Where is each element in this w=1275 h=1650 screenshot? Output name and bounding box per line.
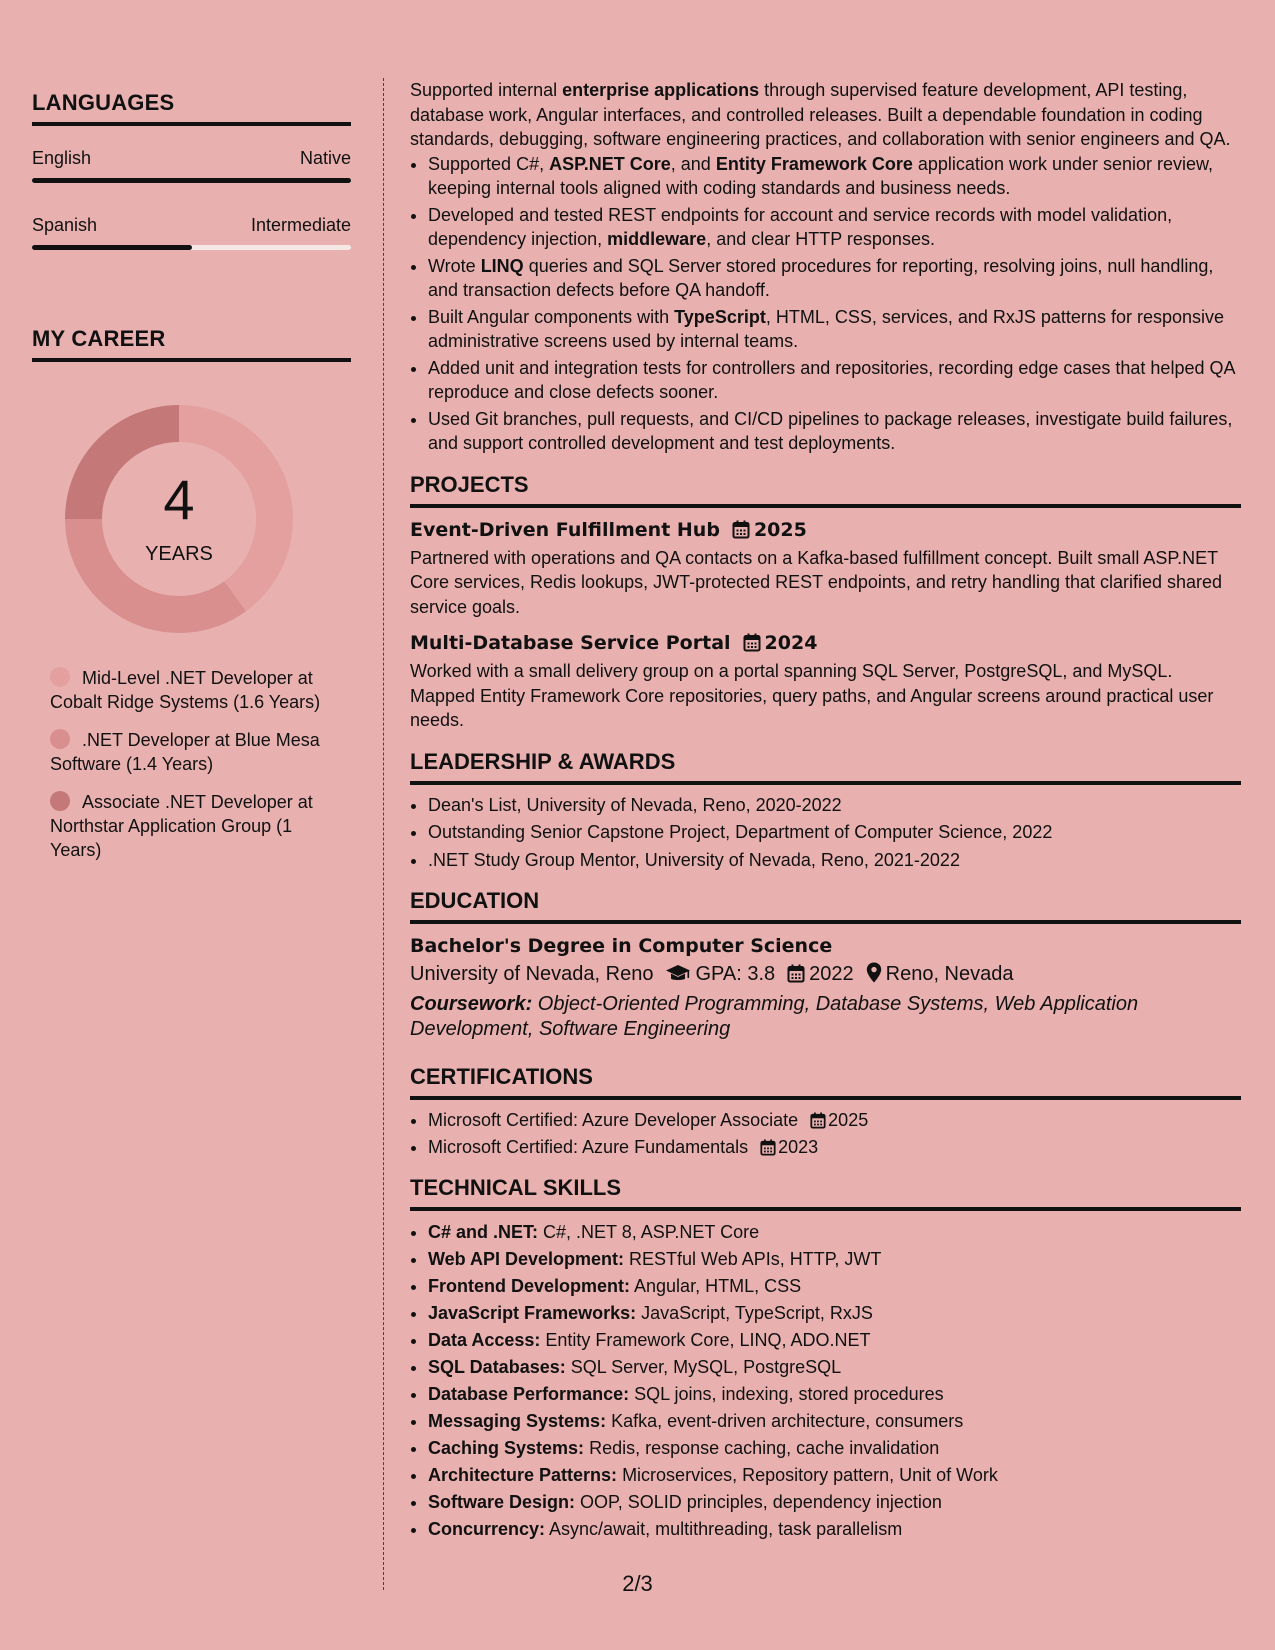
skill-value: Kafka, event-driven architecture, consumers [606, 1411, 964, 1431]
skill-value: C#, .NET 8, ASP.NET Core [538, 1222, 760, 1242]
skill-item [428, 1462, 1241, 1489]
education-heading: EDUCATION [410, 888, 540, 913]
skill-item [428, 1435, 1241, 1462]
skill-label: SQL Databases: [428, 1357, 566, 1377]
education-section [410, 888, 1241, 1042]
skills-list [410, 1219, 1241, 1543]
skill-item [428, 1354, 1241, 1381]
skill-value: Angular, HTML, CSS [630, 1276, 802, 1296]
languages-rule [32, 122, 351, 126]
career-legend-item [50, 790, 340, 862]
career-years-label: YEARS [145, 543, 213, 565]
legend-dot [50, 791, 70, 811]
skill-label: JavaScript Frameworks: [428, 1303, 637, 1323]
skill-value: Entity Framework Core, LINQ, ADO.NET [540, 1330, 871, 1350]
skill-value: JavaScript, TypeScript, RxJS [636, 1303, 873, 1323]
education-year: 2022 [809, 963, 854, 985]
legend-text: Mid-Level .NET Developer at Cobalt Ridge Systems (1.6 Years) [50, 668, 321, 712]
location-pin-icon [866, 962, 882, 983]
bullet-text: Wrote [428, 255, 481, 276]
coursework-list: Object-Oriented Programming, Database Systems, Web Application Development, Software Engineering [410, 993, 1139, 1040]
skill-item [428, 1246, 1241, 1273]
skill-label: Concurrency: [428, 1519, 546, 1539]
calendar-icon [810, 1112, 826, 1129]
bullet-emphasis: TypeScript [674, 306, 766, 327]
right-column [410, 78, 1241, 1543]
skills-rule [410, 1207, 1241, 1211]
language-name: English [32, 148, 92, 168]
bullet-text: queries and SQL Server stored procedures for reporting, resolving joins, null handling, and transaction defects before QA handoff. [428, 255, 1214, 300]
column-divider [383, 78, 384, 1590]
project-name: Multi-Database Service Portal [410, 632, 731, 654]
legend-text: .NET Developer at Blue Mesa Software (1.4 Years) [50, 730, 320, 774]
career-years-value: 4 [163, 468, 195, 531]
certification-item [428, 1135, 1241, 1160]
bullet-emphasis: Entity Framework Core [715, 153, 913, 174]
skill-label: C# and .NET: [428, 1222, 539, 1242]
languages-heading: LANGUAGES [32, 90, 175, 115]
left-column [32, 90, 351, 876]
education-details [410, 960, 1241, 988]
school-name: University of Nevada, Reno [410, 963, 654, 985]
skill-item [428, 1408, 1241, 1435]
skill-item [428, 1219, 1241, 1246]
career-donut-chart [64, 404, 294, 634]
skill-value: RESTful Web APIs, HTTP, JWT [624, 1249, 882, 1269]
skill-value: Microservices, Repository pattern, Unit of Work [617, 1465, 998, 1485]
education-gpa: GPA: 3.8 [695, 963, 776, 985]
projects-rule [410, 504, 1241, 508]
language-item-english [32, 148, 351, 183]
skill-label: Frontend Development: [428, 1276, 631, 1296]
bullet-emphasis: ASP.NET Core [549, 153, 671, 174]
education-coursework [410, 992, 1241, 1042]
certification-year: 2023 [778, 1136, 819, 1157]
certifications-list [410, 1108, 1241, 1159]
bullet-text: Added unit and integration tests for controllers and repositories, recording edge cases that helped QA reproduce and close defects sooner. [428, 357, 1235, 402]
skill-label: Data Access: [428, 1330, 541, 1350]
skill-item [428, 1516, 1241, 1543]
skill-value: Async/await, multithreading, task parallelism [545, 1519, 903, 1539]
skill-item [428, 1381, 1241, 1408]
bullet-text: , HTML, CSS, services, and RxJS patterns for responsive administrative screens used by internal teams. [428, 306, 1224, 351]
skill-label: Database Performance: [428, 1384, 630, 1404]
legend-text: Associate .NET Developer at Northstar Application Group (1 Years) [50, 792, 313, 860]
skill-label: Messaging Systems: [428, 1411, 607, 1431]
projects-section [410, 472, 1241, 733]
project-description: Partnered with operations and QA contacts on a Kafka-based fulfillment concept. Built small ASP.NET Core services, Redis lookups, JWT-protected REST endpoints, and retry handling that clarified shared service goals. [410, 547, 1223, 617]
leadership-item: • Outstanding Senior Capstone Project, Department of Computer Science, 2022 [428, 820, 1241, 845]
leadership-heading: LEADERSHIP & AWARDS [410, 748, 676, 774]
experience-bullet [428, 356, 1241, 405]
career-rule [32, 358, 351, 362]
skill-value: Redis, response caching, cache invalidation [584, 1438, 940, 1458]
calendar-icon [787, 964, 805, 983]
summary-text: through supervised feature development, API testing, database work, Angular interfaces, and controlled releases. Built a dependable foundation in coding standards, debugging, software engineering practices, and collaboration with senior engineers and QA. [410, 80, 1231, 149]
bullet-text: Built Angular components with [428, 306, 675, 327]
career-heading: MY CAREER [32, 326, 166, 351]
language-item-spanish [32, 215, 351, 250]
project-title [410, 629, 1241, 657]
bullet-text: application work under senior review, keeping internal tools aligned with coding standards and business needs. [428, 153, 1214, 198]
language-name: Spanish [32, 215, 98, 235]
leadership-item: • .NET Study Group Mentor, University of Nevada, Reno, 2021-2022 [428, 848, 1241, 873]
leadership-rule [410, 781, 1241, 785]
projects-heading: PROJECTS [410, 471, 529, 497]
skill-item [428, 1489, 1241, 1516]
certification-name: Microsoft Certified: Azure Developer Associate [428, 1110, 799, 1130]
career-legend [50, 666, 340, 862]
experience-bullets [410, 152, 1241, 456]
education-location: Reno, Nevada [885, 963, 1014, 985]
project-description: Worked with a small delivery group on a portal spanning SQL Server, PostgreSQL, and MySQL. Mapped Entity Framework Core repositories, query paths, and Angular screens around practical user needs. [410, 661, 1214, 730]
donut-segment-1 [65, 519, 246, 633]
leadership-section [410, 749, 1241, 873]
project-year: 2025 [753, 518, 807, 541]
degree-title: Bachelor's Degree in Computer Science [410, 935, 833, 957]
bullet-text: Supported C#, [428, 153, 550, 174]
summary-emphasis: enterprise applications [562, 80, 760, 100]
legend-dot [50, 667, 70, 687]
leadership-item: • Dean's List, University of Nevada, Reno, 2020-2022 [428, 793, 1241, 818]
certifications-rule [410, 1096, 1241, 1100]
skill-value: SQL joins, indexing, stored procedures [629, 1384, 944, 1404]
project-title [410, 516, 1241, 544]
bullet-text: , and clear HTTP responses. [706, 229, 935, 249]
experience-bullet [428, 254, 1241, 303]
summary-text: Supported internal [410, 80, 563, 100]
page-number: 2/3 [622, 1571, 653, 1596]
certification-item [428, 1108, 1241, 1133]
graduation-cap-icon [665, 964, 691, 983]
skill-item [428, 1327, 1241, 1354]
experience-summary [410, 78, 1241, 152]
skill-item [428, 1273, 1241, 1300]
skills-section [410, 1175, 1241, 1543]
project-year: 2024 [764, 632, 818, 654]
bullet-text: , and [670, 153, 716, 174]
career-legend-item [50, 728, 340, 776]
career-legend-item [50, 666, 340, 714]
experience-bullet [428, 152, 1241, 201]
certifications-heading: CERTIFICATIONS [410, 1064, 593, 1089]
skill-value: SQL Server, MySQL, PostgreSQL [565, 1357, 842, 1377]
calendar-icon [743, 633, 761, 652]
language-level: Intermediate [250, 215, 351, 235]
language-proficiency-fill [32, 245, 192, 250]
experience-bullet [428, 203, 1241, 252]
coursework-label: Coursework: [410, 993, 533, 1015]
leadership-list [410, 793, 1241, 873]
certification-name: Microsoft Certified: Azure Fundamentals [428, 1136, 749, 1157]
experience-bullet [428, 305, 1241, 354]
bullet-text: Developed and tested REST endpoints for account and service records with model validation, dependency injection, [428, 204, 1173, 249]
skills-heading: TECHNICAL SKILLS [410, 1175, 622, 1200]
experience-bullet [428, 407, 1241, 456]
language-proficiency-bar [32, 245, 351, 250]
calendar-icon [760, 1139, 776, 1156]
language-proficiency-fill [32, 178, 351, 183]
skill-value: OOP, SOLID principles, dependency injection [575, 1492, 942, 1512]
bullet-emphasis: middleware [607, 229, 707, 249]
skill-label: Architecture Patterns: [428, 1465, 618, 1485]
skill-item [428, 1300, 1241, 1327]
legend-dot [50, 729, 70, 749]
certification-year: 2025 [828, 1110, 869, 1130]
skill-label: Caching Systems: [428, 1438, 585, 1458]
language-proficiency-bar [32, 178, 351, 183]
certifications-section [410, 1064, 1241, 1159]
skill-label: Web API Development: [428, 1249, 625, 1269]
education-rule [410, 920, 1241, 924]
skill-label: Software Design: [428, 1492, 576, 1512]
project-name: Event-Driven Fulfillment Hub [410, 518, 720, 541]
bullet-emphasis: LINQ [480, 255, 524, 276]
calendar-icon [732, 520, 750, 539]
language-level: Native [299, 148, 351, 168]
bullet-text: Used Git branches, pull requests, and CI/CD pipelines to package releases, investigate build failures, and support controlled development and test deployments. [428, 408, 1233, 453]
